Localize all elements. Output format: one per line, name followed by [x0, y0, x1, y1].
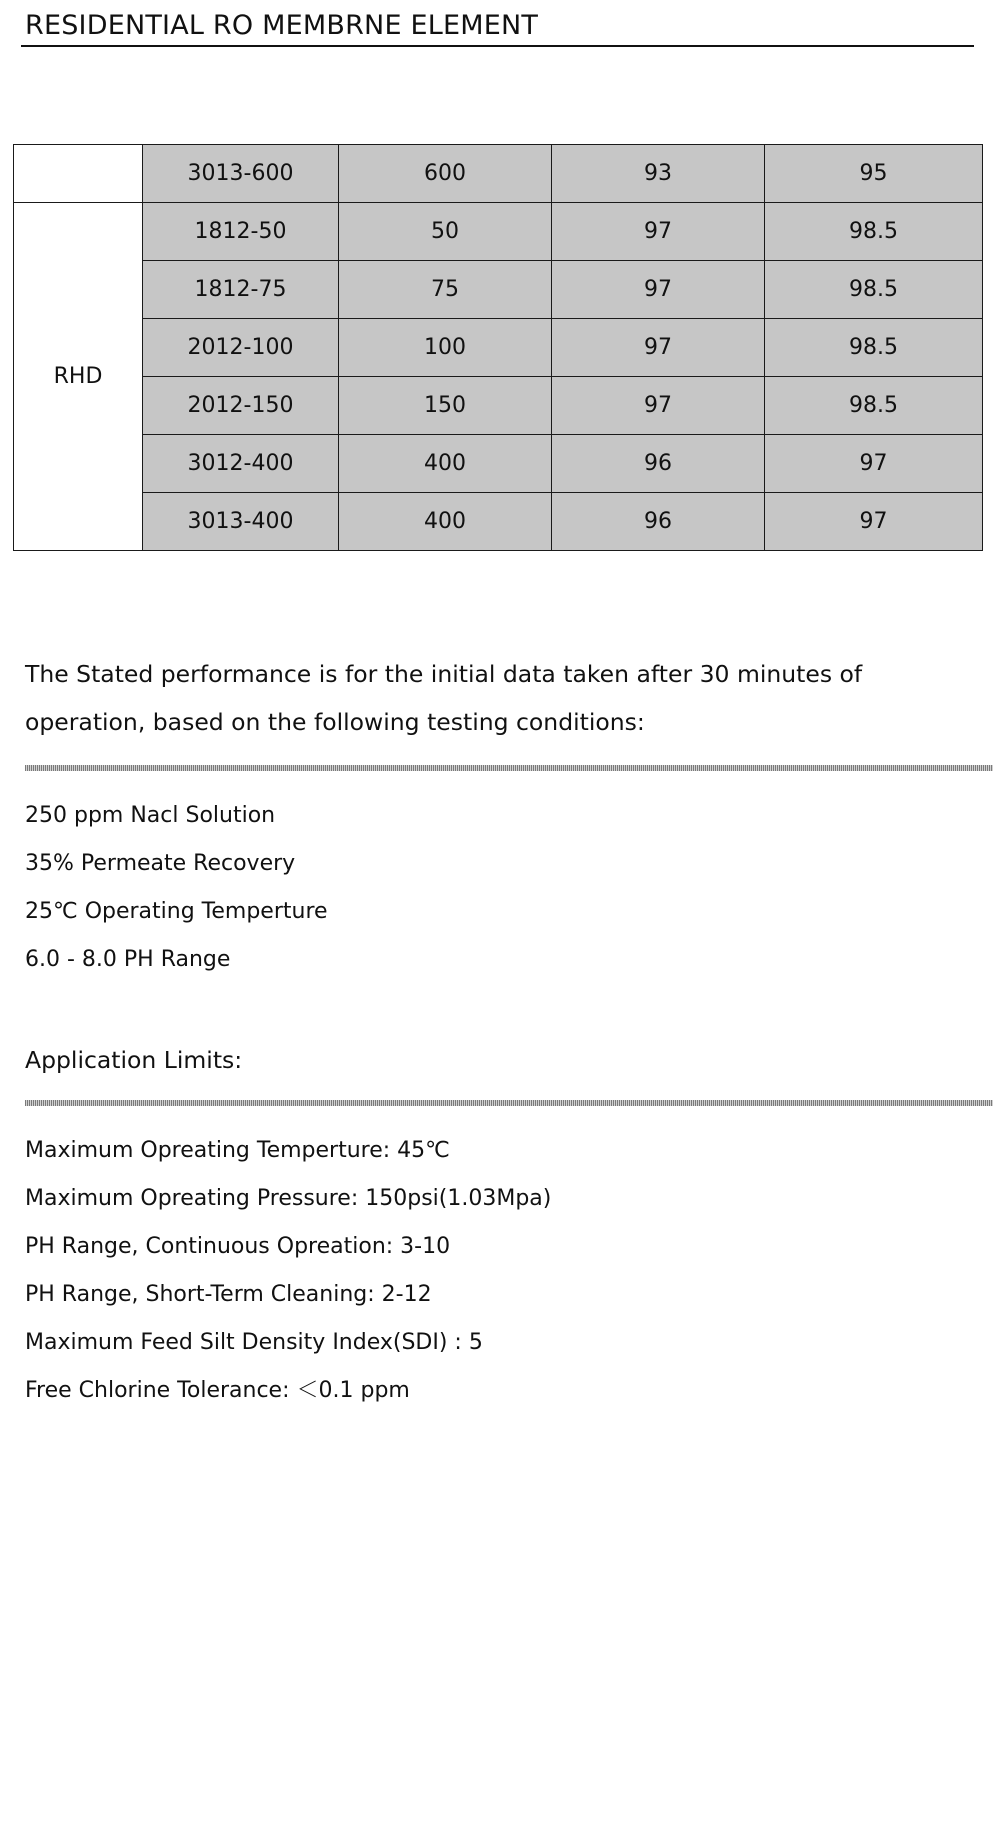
value-cell: 97	[765, 435, 983, 493]
list-item: 25℃ Operating Temperture	[25, 899, 328, 924]
list-item: Free Chlorine Tolerance: ＜0.1 ppm	[25, 1378, 410, 1403]
value-cell: 97	[552, 261, 765, 319]
membrane-spec-table	[13, 144, 983, 551]
value-cell: 98.5	[765, 319, 983, 377]
application-limits-list	[25, 1127, 551, 1415]
value-cell: 400	[339, 493, 552, 551]
list-item: 6.0 - 8.0 PH Range	[25, 947, 231, 972]
model-cell: 3012-400	[143, 435, 339, 493]
value-cell: 97	[765, 493, 983, 551]
table-row	[14, 493, 983, 551]
model-cell: 2012-100	[143, 319, 339, 377]
value-cell: 400	[339, 435, 552, 493]
list-item: 250 ppm Nacl Solution	[25, 803, 276, 828]
table-row	[14, 145, 983, 203]
value-cell: 93	[552, 145, 765, 203]
model-cell: 3013-600	[143, 145, 339, 203]
title-divider	[21, 45, 974, 47]
list-item: 35% Permeate Recovery	[25, 851, 296, 876]
empty-group-cell	[14, 145, 143, 203]
section-divider	[25, 1100, 993, 1106]
model-cell: 3013-400	[143, 493, 339, 551]
value-cell: 95	[765, 145, 983, 203]
list-item: Maximum Opreating Temperture: 45℃	[25, 1138, 450, 1163]
application-limits-heading: Application Limits:	[25, 1046, 243, 1074]
value-cell: 98.5	[765, 203, 983, 261]
value-cell: 98.5	[765, 377, 983, 435]
value-cell: 97	[552, 203, 765, 261]
value-cell: 97	[552, 377, 765, 435]
value-cell: 150	[339, 377, 552, 435]
model-cell: 1812-75	[143, 261, 339, 319]
section-divider	[25, 765, 993, 771]
value-cell: 100	[339, 319, 552, 377]
value-cell: 75	[339, 261, 552, 319]
model-cell: 2012-150	[143, 377, 339, 435]
model-cell: 1812-50	[143, 203, 339, 261]
table-row	[14, 319, 983, 377]
performance-note: The Stated performance is for the initial data taken after 30 minutes of operation, based on the following testing conditions:	[25, 660, 863, 736]
table-row	[14, 261, 983, 319]
group-label-cell: RHD	[14, 203, 143, 551]
value-cell: 97	[552, 319, 765, 377]
list-item: Maximum Opreating Pressure: 150psi(1.03Mpa)	[25, 1186, 552, 1211]
testing-conditions-list	[25, 792, 328, 984]
value-cell: 96	[552, 493, 765, 551]
value-cell: 50	[339, 203, 552, 261]
table-row	[14, 435, 983, 493]
list-item: PH Range, Short-Term Cleaning: 2-12	[25, 1282, 432, 1307]
page-title: RESIDENTIAL RO MEMBRNE ELEMENT	[25, 10, 539, 41]
value-cell: 600	[339, 145, 552, 203]
list-item: PH Range, Continuous Opreation: 3-10	[25, 1234, 451, 1259]
list-item: Maximum Feed Silt Density Index(SDI) : 5	[25, 1330, 483, 1355]
value-cell: 98.5	[765, 261, 983, 319]
value-cell: 96	[552, 435, 765, 493]
table-row	[14, 377, 983, 435]
table-row	[14, 203, 983, 261]
